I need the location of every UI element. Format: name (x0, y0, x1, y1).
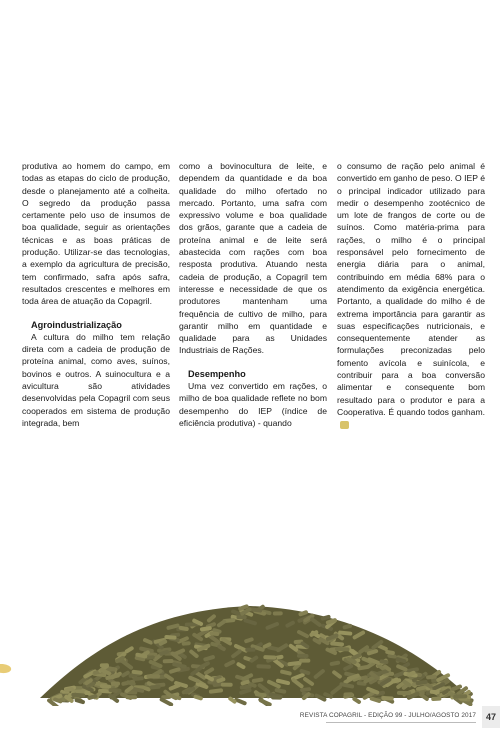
feed-pellet (297, 654, 309, 658)
column-2-paragraph-2: Uma vez convertido em rações, o milho de boa qualidade reflete no bom desempenho do IEP (índice de eficiência produtiva) - quando (179, 381, 327, 428)
end-of-article-icon (340, 421, 349, 429)
column-1-paragraph-1: produtiva ao homem do campo, em todas as etapas do ciclo de produção, desde o planejamento até a colheita. O segredo da produção passa certamente pelo uso de insumos de boa qualidade, seguir as orientações técnicas e as boas práticas de produção. Utilizar-se das tecnologias, a exemplo da agricultura de precisão, tem confirmado, safra após safra, resultados crescentes e melhores em toda área de atuação da Copagril. (22, 161, 170, 307)
page-footer (0, 706, 500, 750)
feed-pellet (271, 696, 282, 700)
feed-pellet (343, 692, 353, 696)
article-column-3 (337, 160, 485, 431)
feed-pellet (381, 696, 394, 701)
column-3-text: o consumo de ração pelo animal é convertido em ganho de peso. O IEP é o principal indicador utilizado para medir o desempenho zootécnico de um lote de frangos de corte ou de suínos. Como matéria-prima para rações, o milho é o principal responsável pelo fornecimento de energia diária para o animal, contribuindo em média 68% para o atendimento da exigência energética. Portanto, a qualidade do milho é de extrema importância para garantir as suas especificações nutricionais, e consequentemente atender as formulações preconizadas pelo fomento avícola e suinícola, e contribuir para a boa conversão alimentar e consequente bom resultado para o produtor e para a Cooperativa. É quando todos ganham. (337, 161, 485, 417)
feed-pellet (430, 690, 440, 695)
feed-pellet (453, 694, 467, 699)
feed-pellet (263, 655, 276, 659)
feed-pellet (397, 691, 411, 695)
feed-pellet (125, 695, 137, 699)
column-1-paragraph-2: A cultura do milho tem relação direta com a cadeia de produção de proteína animal, como aves, suínos, bovinos e outros. A suinocultura e a avicultura são atividades desenvolvidas pela Copagril com seus cooperados em sistema de produção integrada, bem (22, 331, 170, 428)
article-column-2 (179, 160, 327, 429)
feed-pellet (299, 659, 310, 663)
feed-pellet (221, 683, 233, 687)
corn-kernel (0, 663, 11, 673)
section-heading-agroindustrializacao: Agroindustrialização (31, 319, 122, 330)
feed-pellet (164, 635, 176, 640)
publication-info: REVISTA COPAGRIL - EDIÇÃO 99 - JULHO/AGOSTO 2017 (299, 712, 476, 719)
article-column-1 (22, 160, 170, 429)
page-number: 47 (482, 706, 500, 728)
section-heading-desempenho: Desempenho (188, 368, 246, 379)
feed-pellet (147, 674, 161, 678)
footer-divider (326, 722, 476, 723)
feed-pellet (163, 659, 174, 663)
feed-pellet (335, 647, 350, 652)
feed-pellet (236, 615, 246, 619)
feed-pellet (256, 664, 271, 669)
feed-pellet (273, 611, 283, 615)
column-3-paragraph-1 (337, 160, 485, 431)
feed-pellet (431, 697, 441, 701)
feed-pellets-photo (0, 580, 500, 706)
corn-kernel (0, 624, 2, 642)
feed-pellet (245, 648, 255, 652)
column-2-paragraph-1: como a bovinocultura de leite, e dependem da quantidade e da boa qualidade do milho ofertado no mercado. Portanto, uma safra com expressivo volume e boa qualidade dos grãos, garante que a cadeia de proteína animal e de leite será abastecida com rações com boa resposta produtiva. Atuando nesta cadeia de produção, a Copagril tem interesse e necessidade de que os produtores mantenham uma frequência de cultivo de milho, para garantir milho em quantidade e qualidade para as Unidades Industriais de Rações. (179, 161, 327, 356)
feed-pellet (111, 681, 120, 685)
